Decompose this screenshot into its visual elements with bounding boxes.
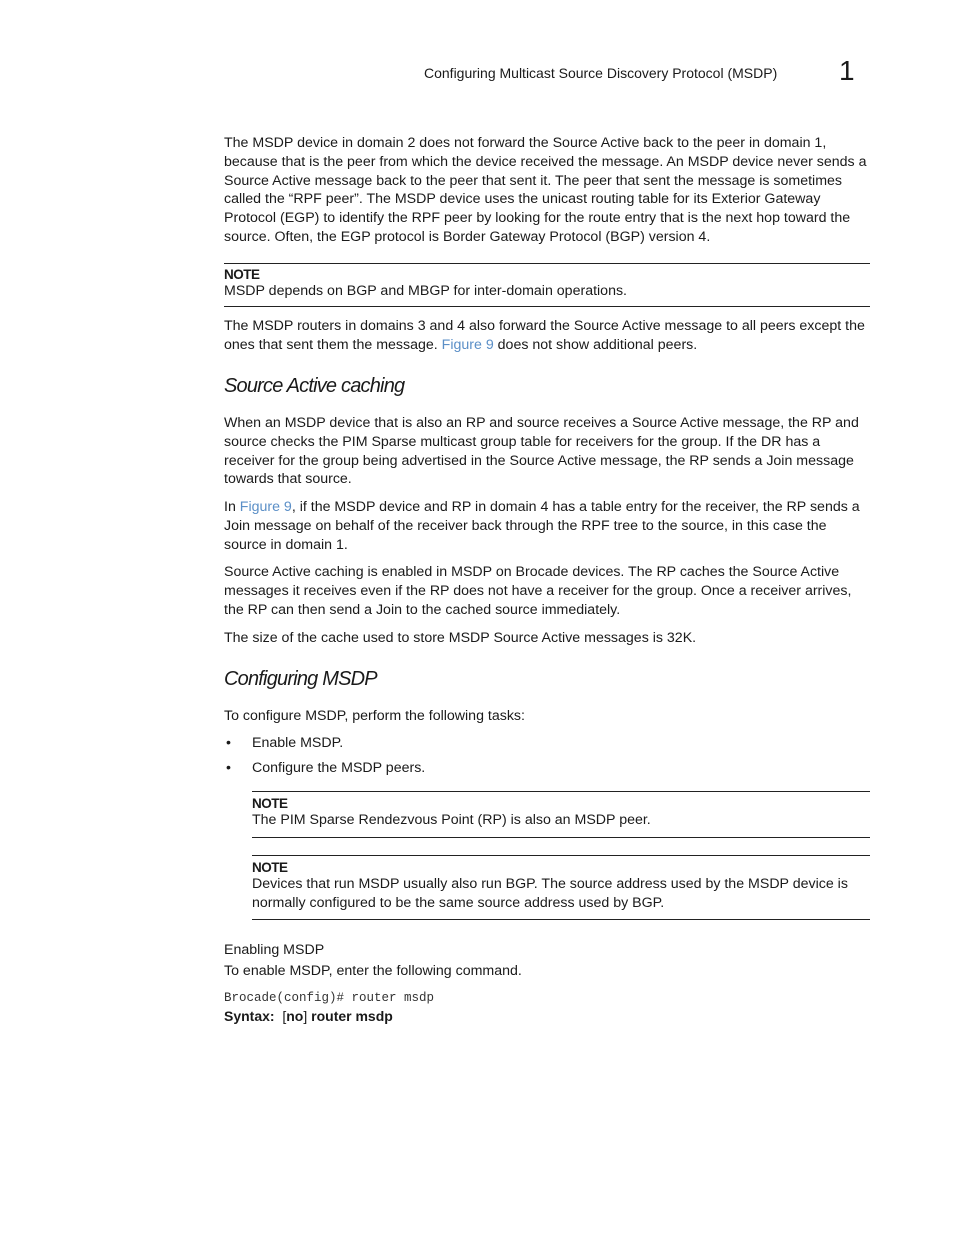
note-text: MSDP depends on BGP and MBGP for inter-domain operations. [224, 283, 627, 299]
syntax-close-bracket: ] [303, 1008, 308, 1024]
section-heading-source-active-caching: Source Active caching [224, 375, 405, 397]
note-label: NOTE [252, 796, 288, 811]
chapter-number: 1 [839, 55, 855, 86]
header-title: Configuring Multicast Source Discovery Protocol (MSDP) [424, 65, 778, 81]
enable-instruction: To enable MSDP, enter the following command. [224, 963, 522, 979]
figure-9-link-2[interactable]: Figure 9 [239, 499, 292, 515]
subheading-enabling-msdp: Enabling MSDP [224, 942, 325, 958]
syntax-label: Syntax: [224, 1008, 275, 1024]
note-text: Devices that run MSDP usually also run BGP. The source address used by the MSDP device is normally configured to be the same source address used by BGP. [252, 876, 848, 911]
peers-paragraph [224, 317, 870, 355]
peers-paragraph-text-end: does not show additional peers. [493, 336, 698, 353]
note-box-2 [252, 791, 870, 838]
figure-9-link[interactable]: Figure 9 [441, 336, 494, 353]
list-item-text: Configure the MSDP peers. [252, 760, 426, 776]
caching-paragraph-4: The size of the cache used to store MSDP Source Active messages is 32K. [224, 630, 697, 646]
note-label: NOTE [224, 267, 260, 282]
section-heading-configuring-msdp: Configuring MSDP [224, 668, 377, 690]
intro-paragraph: The MSDP device in domain 2 does not forward the Source Active back to the peer in domain 1, because that is the peer from which the device received the message. An MSDP device never sends a Source Active message back to the peer that sent it. The peer that sent the message is sometimes called the “RPF peer”. The MSDP device uses the unicast routing table for its Exterior Gateway Protocol (EGP) to identify the RPF peer by looking for the route entry that is the next hop toward the source. Often, the EGP protocol is Border Gateway Protocol (BGP) version 4. [224, 135, 867, 245]
caching-paragraph-2 [224, 498, 870, 554]
list-item-text: Enable MSDP. [252, 735, 344, 751]
bullet-icon: • [226, 735, 231, 751]
syntax-no-keyword: no [286, 1008, 304, 1024]
configure-intro: To configure MSDP, perform the following tasks: [224, 708, 525, 724]
caching-paragraph-2-rest: , if the MSDP device and RP in domain 4 has a table entry for the receiver, the RP sends a Join message on behalf of the receiver back through the RPF tree to the source, in this case the source in domain 1. [224, 499, 860, 553]
caching-paragraph-1: When an MSDP device that is also an RP and source receives a Source Active message, the RP and source checks the PIM Sparse multicast group table for receivers for the group. If the DR has a receiver for the group being advertised in the Source Active message, the RP sends a Join message towards that source. [224, 415, 859, 488]
caching-paragraph-2-start: In [224, 499, 240, 515]
peers-paragraph-text: The MSDP routers in domains 3 and 4 also forward the Source Active message to all peers except the ones that sent them the message. [224, 318, 865, 353]
note-box-1 [224, 263, 870, 307]
syntax-line [224, 1008, 393, 1024]
note-box-3 [252, 855, 870, 920]
note-label: NOTE [252, 860, 288, 875]
syntax-command: router msdp [311, 1008, 393, 1024]
command-example: Brocade(config)# router msdp [224, 991, 435, 1005]
caching-paragraph-3: Source Active caching is enabled in MSDP on Brocade devices. The RP caches the Source Active messages it receives even if the RP does not have a receiver for the group. Once a receiver arrives, the RP can then send a Join to the cached source immediately. [224, 564, 852, 618]
bullet-icon: • [226, 760, 231, 776]
syntax-open-bracket: [ [282, 1008, 287, 1024]
note-text: The PIM Sparse Rendezvous Point (RP) is also an MSDP peer. [252, 812, 651, 828]
